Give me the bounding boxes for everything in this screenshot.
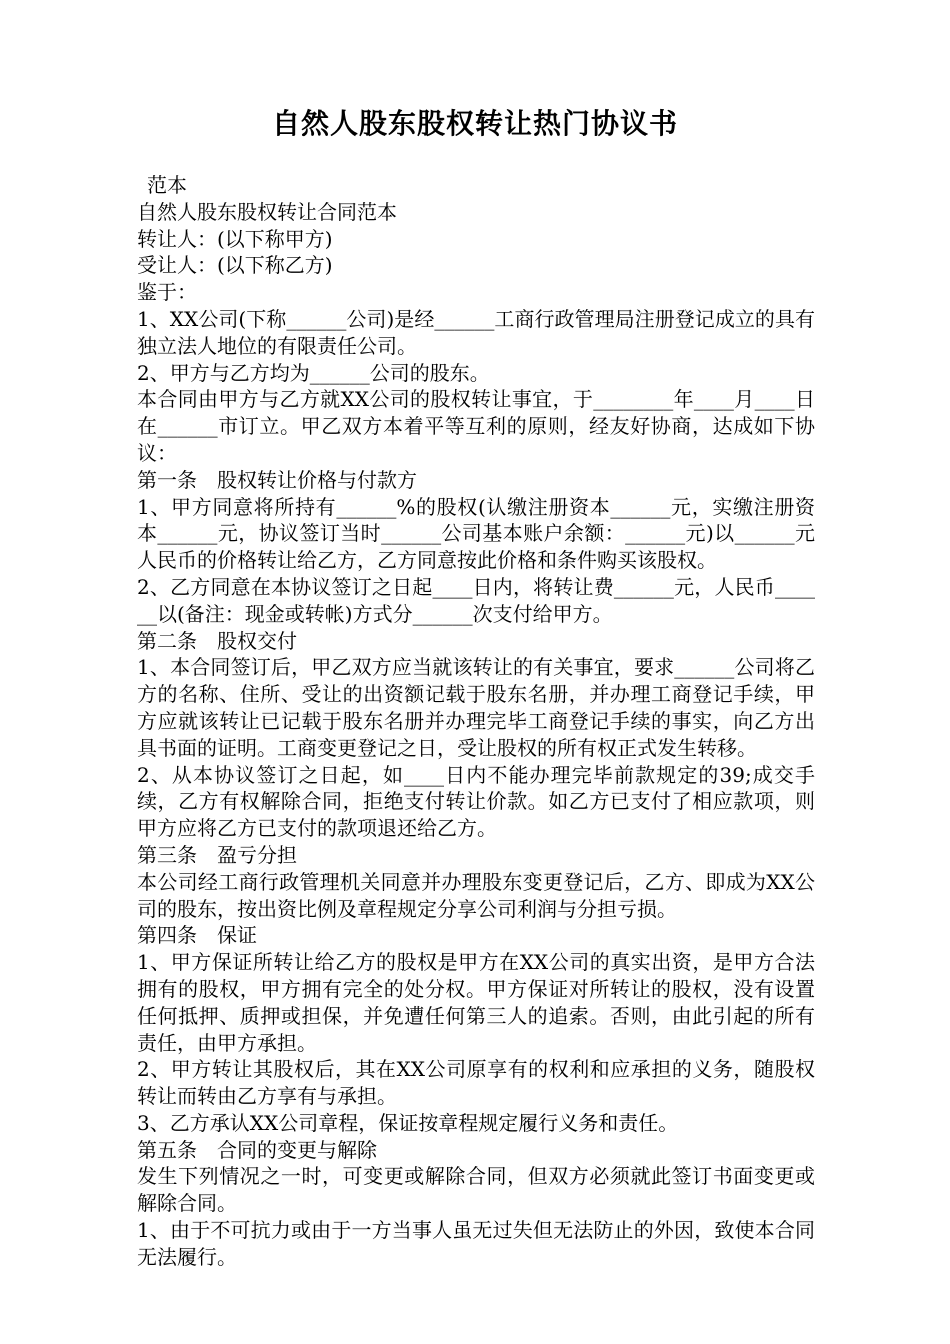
article-5-paragraph: 发生下列情况之一时，可变更或解除合同，但双方必须就此签订书面变更或解除合同。 bbox=[137, 1164, 815, 1216]
whereas-item-2: 2、甲方与乙方均为______公司的股东。 bbox=[137, 360, 490, 385]
article-3-paragraph: 本公司经工商行政管理机关同意并办理股东变更登记后，乙方、即成为XX公司的股东，按出资比例及章程规定分享公司利润与分担亏损。 bbox=[137, 869, 815, 921]
article-5-heading: 第五条 合同的变更与解除 bbox=[137, 1137, 377, 1162]
document-body bbox=[137, 172, 815, 1271]
article-4-clause-3: 3、乙方承认XX公司章程，保证按章程规定履行义务和责任。 bbox=[137, 1110, 679, 1135]
template-label: 范本 bbox=[147, 173, 187, 197]
article-2-clause-2: 2、从本协议签订之日起，如____日内不能办理完毕前款规定的39;成交手续，乙方有权解除合同，拒绝支付转让价款。如乙方已支付了相应款项，则甲方应将乙方已支付的款项退还给乙方。 bbox=[137, 762, 815, 841]
whereas-heading: 鉴于： bbox=[137, 280, 197, 305]
article-1-heading: 第一条 股权转让价格与付款方 bbox=[137, 467, 417, 492]
whereas-item-1: 1、XX公司(下称______公司)是经______工商行政管理局注册登记成立的具有独立法人地位的有限责任公司。 bbox=[137, 306, 815, 358]
article-5-clause-1: 1、由于不可抗力或由于一方当事人虽无过失但无法防止的外因，致使本合同无法履行。 bbox=[137, 1218, 815, 1269]
article-4-heading: 第四条 保证 bbox=[137, 923, 257, 948]
article-4-clause-2: 2、甲方转让其股权后，其在XX公司原享有的权利和应承担的义务，随股权转让而转由乙方享有与承担。 bbox=[137, 1057, 815, 1109]
article-4-clause-1: 1、甲方保证所转让给乙方的股权是甲方在XX公司的真实出资，是甲方合法拥有的股权，甲方拥有完全的处分权。甲方保证对所转让的股权，没有设置任何抵押、质押或担保，并免遭任何第三人的追索。否则，由此引起的所有责任，由甲方承担。 bbox=[137, 950, 815, 1055]
transferee-line: 受让人：(以下称乙方) bbox=[137, 253, 333, 278]
article-1-clause-2: 2、乙方同意在本协议签订之日起____日内，将转让费______元，人民币______以(备注：现金或转帐)方式分______次支付给甲方。 bbox=[137, 574, 815, 626]
article-2-heading: 第二条 股权交付 bbox=[137, 628, 297, 653]
contract-subtitle: 自然人股东股权转让合同范本 bbox=[137, 199, 397, 224]
article-1-clause-1: 1、甲方同意将所持有______%的股权(认缴注册资本______元，实缴注册资本______元，协议签订当时______公司基本账户余额：______元)以______元人民币的价格转让给乙方，乙方同意按此价格和条件购买该股权。 bbox=[137, 494, 815, 573]
document-title: 自然人股东股权转让热门协议书 bbox=[271, 107, 678, 140]
article-3-heading: 第三条 盈亏分担 bbox=[137, 842, 297, 867]
transferor-line: 转让人：(以下称甲方) bbox=[137, 226, 333, 251]
preamble-paragraph: 本合同由甲方与乙方就XX公司的股权转让事宜，于________年____月____日在______市订立。甲乙双方本着平等互利的原则，经友好协商，达成如下协议： bbox=[137, 387, 815, 465]
article-2-clause-1: 1、本合同签订后，甲乙双方应当就该转让的有关事宜，要求______公司将乙方的名称、住所、受让的出资额记载于股东名册，并办理工商登记手续，甲方应就该转让已记载于股东名册并办理完毕工商登记手续的事实，向乙方出具书面的证明。工商变更登记之日，受让股权的所有权正式发生转移。 bbox=[137, 655, 815, 760]
